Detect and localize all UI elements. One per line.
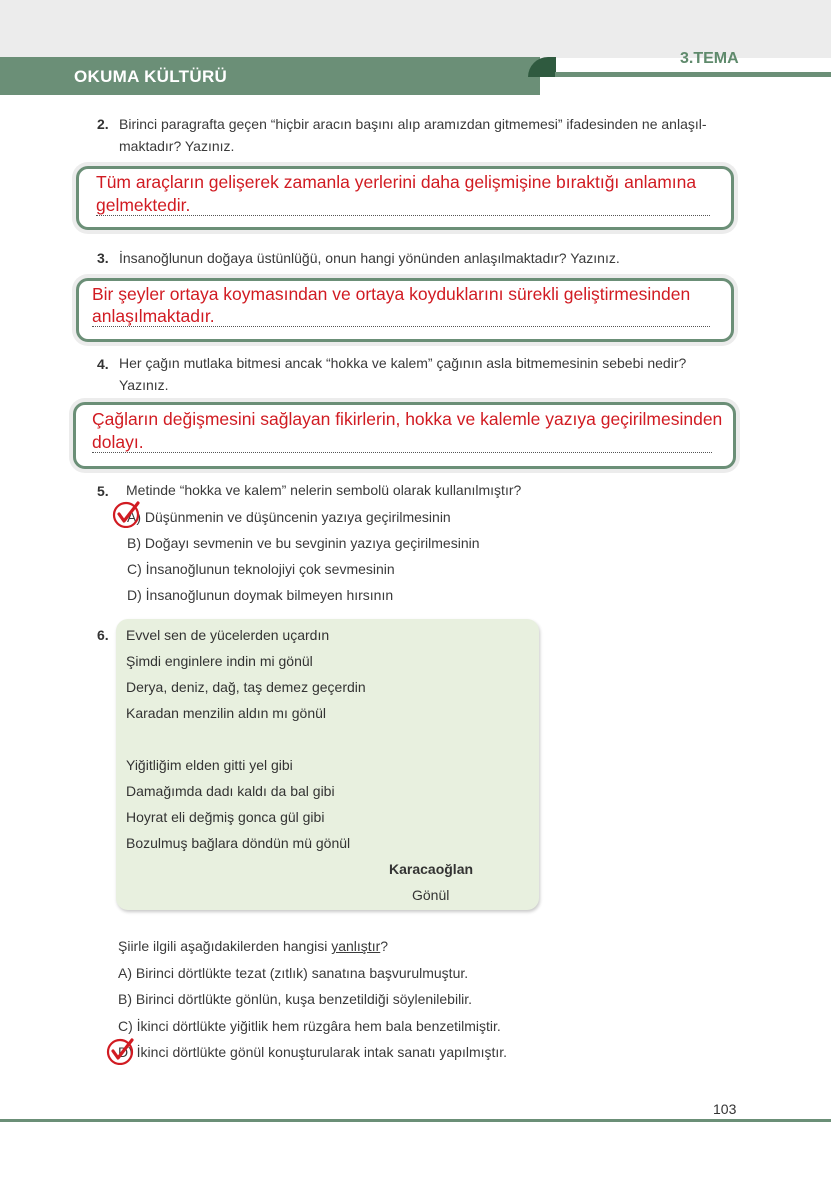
poem-line: Derya, deniz, dağ, taş demez geçerdin — [126, 679, 366, 695]
q5-option-c[interactable]: C) İnsanoğlunun teknolojiyi çok sevmesinin — [127, 561, 395, 577]
q6-question-emphasis: yanlıştır — [331, 938, 381, 954]
q3-text-line1: İnsanoğlunun doğaya üstünlüğü, onun hangi yönünden anlaşılmaktadır? Yazınız. — [119, 250, 620, 266]
q6-number: 6. — [97, 627, 109, 643]
q4-answer-line2: dolayı. — [92, 432, 144, 452]
q3-answer-line2: anlaşılmaktadır. — [92, 306, 215, 326]
poem-line: Hoyrat eli değmiş gonca gül gibi — [126, 809, 325, 825]
theme-title: 3.TEMA — [680, 50, 739, 67]
q6-question-prefix: Şiirle ilgili aşağıdakilerden hangisi — [118, 938, 332, 954]
q6-option-b[interactable]: B) Birinci dörtlükte gönlün, kuşa benzetildiği söylenilebilir. — [118, 991, 473, 1007]
q4-text-line2: Yazınız. — [119, 377, 169, 393]
q3-answer-box[interactable] — [76, 278, 734, 342]
q4-dotted-line — [92, 452, 712, 453]
q4-answer-line1: Çağların değişmesini sağlayan fikirlerin, hokka ve kalemle yazıya geçirilmesinden — [92, 409, 723, 429]
q2-text-line2: maktadır? Yazınız. — [119, 138, 235, 154]
poem-line: Damağımda dadı kaldı da bal gibi — [126, 783, 335, 799]
poem-line: Yiğitliğim elden gitti yel gibi — [126, 757, 293, 773]
q4-number: 4. — [97, 356, 109, 372]
q2-answer-box[interactable] — [76, 166, 734, 230]
q2-text-line1: Birinci paragrafta geçen “hiçbir aracın başını alıp aramızdan gitmemesi” ifadesinden ne anlaşıl- — [119, 116, 707, 132]
q6-question-suffix: ? — [380, 938, 389, 954]
q5-option-b[interactable]: B) Doğayı sevmenin ve bu sevginin yazıya geçirilmesinin — [127, 535, 480, 551]
q3-answer-line1: Bir şeyler ortaya koymasından ve ortaya koyduklarını sürekli geliştirmesinden — [92, 284, 691, 304]
q2-answer-line2: gelmektedir. — [96, 195, 191, 215]
q2-number: 2. — [97, 116, 109, 132]
q6-option-c[interactable]: C) İkinci dörtlükte yiğitlik hem rüzgâra hem bala benzetilmiştir. — [118, 1018, 501, 1034]
poem-title: Gönül — [412, 887, 450, 903]
q5-check-mark-icon — [112, 500, 140, 528]
poem-author: Karacaoğlan — [389, 861, 474, 877]
footer-line — [0, 1119, 831, 1122]
section-title: OKUMA KÜLTÜRÜ — [74, 67, 228, 86]
q4-text-line1: Her çağın mutlaka bitmesi ancak “hokka ve kalem” çağının asla bitmemesinin sebebi nedir? — [119, 355, 687, 371]
q2-dotted-line — [96, 215, 710, 216]
q6-option-a[interactable]: A) Birinci dörtlükte tezat (zıtlık) sanatına başvurulmuştur. — [118, 965, 469, 981]
q5-option-d[interactable]: D) İnsanoğlunun doymak bilmeyen hırsının — [127, 587, 394, 603]
q6-check-mark-icon — [106, 1037, 134, 1065]
header-line — [555, 72, 831, 77]
q2-answer-line1: Tüm araçların gelişerek zamanla yerlerini daha gelişmişine bıraktığı anlamına — [96, 172, 697, 192]
q6-question — [118, 935, 388, 957]
poem-line: Bozulmuş bağlara döndün mü gönül — [126, 835, 351, 851]
q6-option-d[interactable]: D) İkinci dörtlükte gönül konuşturularak intak sanatı yapılmıştır. — [118, 1044, 508, 1060]
q5-option-a[interactable]: A) Düşünmenin ve düşüncenin yazıya geçirilmesinin — [127, 509, 451, 525]
q5-text: Metinde “hokka ve kalem” nelerin sembolü olarak kullanılmıştır? — [126, 482, 522, 498]
poem-line: Karadan menzilin aldın mı gönül — [126, 705, 327, 721]
poem-box — [116, 619, 539, 910]
q3-dotted-line — [92, 326, 710, 327]
q3-number: 3. — [97, 250, 109, 266]
q5-number: 5. — [97, 483, 109, 499]
page-number: 103 — [713, 1101, 737, 1117]
q4-answer-box[interactable] — [73, 402, 736, 469]
poem-line: Evvel sen de yücelerden uçardın — [126, 627, 330, 643]
poem-line: Şimdi enginlere indin mi gönül — [126, 653, 313, 669]
